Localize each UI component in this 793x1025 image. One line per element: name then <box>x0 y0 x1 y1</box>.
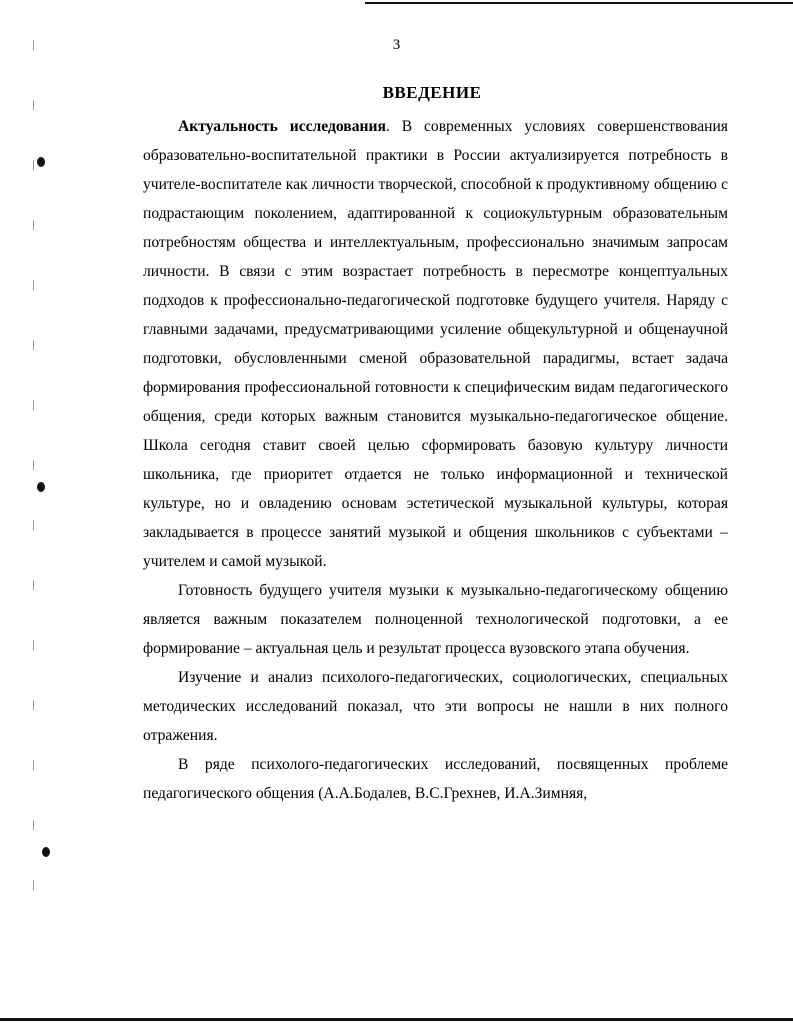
scan-top-edge <box>365 2 793 4</box>
punch-hole-mark <box>37 157 45 167</box>
scan-bottom-edge <box>0 1018 793 1021</box>
section-title: ВВЕДЕНИЕ <box>382 83 482 102</box>
punch-hole-mark <box>42 847 50 857</box>
page-number: 3 <box>392 37 401 53</box>
punch-hole-mark <box>37 482 45 492</box>
paragraph: Готовность будущего учителя музыки к музыкально-педагогическому общению является важным показателем полноценной технологической подготовки, а ее формирование – актуальная цель и результат процесса вузовского этапа обучения. <box>143 582 728 657</box>
paragraph: В ряде психолого-педагогических исследований, посвященных проблеме педагогического общения (А.А.Бодалев, В.С.Грехнев, И.А.Зимняя, <box>143 756 728 802</box>
scan-left-edge <box>33 40 34 920</box>
paragraph-text: . В современных условиях совершенствования образовательно-воспитательной практики в России актуализируется потребность в учителе-воспитателе как личности творческой, способной к продуктивному общению с подрастающим поколением, адаптированной к социокультурным образовательным потребностям общества и интеллектуальным, профессионально значимым запросам личности. В связи с этим возрастает потребность в пересмотре концептуальных подходов к профессионально-педагогической подготовке будущего учителя. Наряду с главными задачами, предусматривающими усиление общекультурной и общенаучной подготовки, обусловленными сменой образовательной парадигмы, встает задача формирования профессиональной готовности к специфическим видам педагогического общения, среди которых важным становится музыкально-педагогическое общение. Школа сегодня ставит своей целью сформировать базовую культуру личности школьника, где приоритет отдается не только информационной и технической культуре, но и овладению основам эстетической музыкальной культуры, которая закладывается в процессе занятий музыкой и общения школьников с субъектами – учителем и самой музыкой. <box>143 118 728 570</box>
paragraph: Изучение и анализ психолого-педагогических, социологических, специальных методических исследований показал, что эти вопросы не нашли в них полного отражения. <box>143 669 728 744</box>
body-text <box>143 112 728 808</box>
paragraph <box>143 112 728 576</box>
paragraph-lead: Актуальность исследования <box>178 118 386 135</box>
